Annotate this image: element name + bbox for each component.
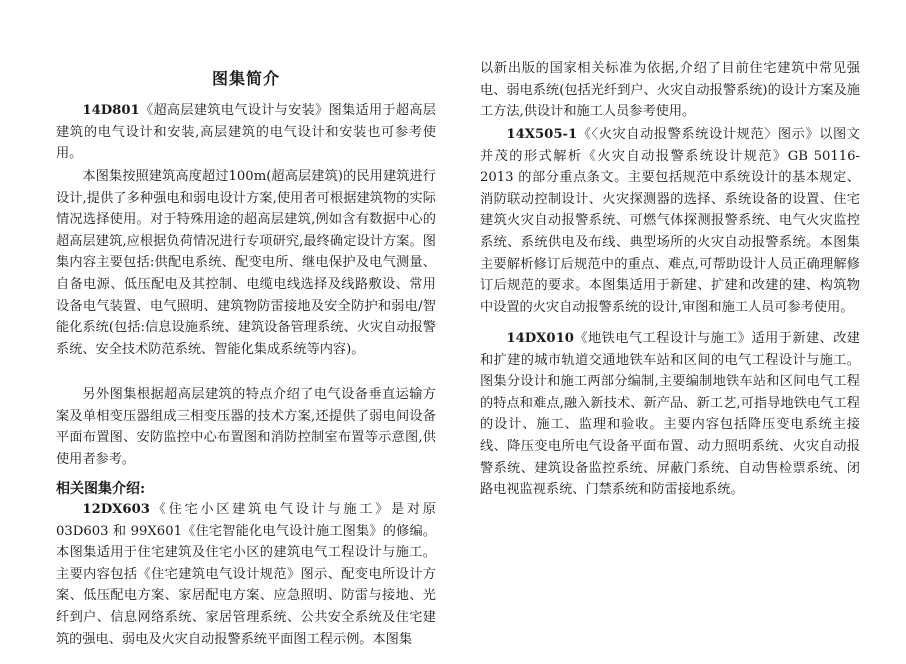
page-title: 图集简介 [211, 69, 280, 88]
paragraph-14x505 [480, 124, 860, 318]
code-14x505: 14X505-1 [506, 127, 578, 142]
paragraph-12dx603-cont: 以新出版的国家相关标准为依据,介绍了目前住宅建筑中常见强电、弱电系统(包括光纤到户、火灾自动报警系统)的设计方案及施工方法,供设计和施工人员参考使用。 [480, 61, 860, 120]
code-14dx010: 14DX010 [506, 331, 574, 346]
paragraph-12dx603 [56, 499, 436, 650]
text-14x505: 《〈火灾自动报警系统设计规范〉图示》以图文并茂的形式解析《火灾自动报警系统设计规范》GB 50116-2013 的部分重点条文。主要包括规范中系统设计的基本规定、消防联动控制设计、火灾探测器的选择、系统设备的设置、住宅建筑火灾自动报警系统、可燃气体探测报警系统、电气火灾监控系统、系统供电及布线、典型场所的火灾自动报警系统。本图集主要解析修订后规范中的重点、难点,可帮助设计人员正确理解修订后规范的要求。本图集适用于新建、扩建和改建的建、构筑物中设置的火灾自动报警系统的设计,审图和施工人员可参考使用。 [480, 127, 860, 315]
code-12dx603: 12DX603 [82, 502, 150, 517]
text-14dx010: 《地铁电气工程设计与施工》适用于新建、改建和扩建的城市轨道交通地铁车站和区间的电气工程设计与施工。图集分设计和施工两部分编制,主要编制地铁车站和区间电气工程的特点和难点,融入新技术、新产品、新工艺,可指导地铁电气工程的设计、施工、监理和验收。主要内容包括降压变电系统主接线、降压变电所电气设备平面布置、动力照明系统、火灾自动报警系统、建筑设备监控系统、屏蔽门系统、自动售检票系统、闭路电视监视系统、门禁系统和防雷接地系统。 [480, 331, 860, 498]
paragraph-14d801 [56, 100, 436, 165]
paragraph-supplement: 另外图集根据超高层建筑的特点介绍了电气设备垂直运输方案及单相变压器组成三相变压器的技术方案,还提供了弱电间设备平面布置图、安防监控中心布置图和消防控制室布置等示意图,供使用者参考。 [56, 387, 436, 467]
related-section-heading: 相关图集介绍: [56, 481, 146, 497]
paragraph-14dx010 [480, 328, 860, 501]
paragraph-scope: 本图集按照建筑高度超过100m(超高层建筑)的民用建筑进行设计,提供了多种强电和弱电设计方案,使用者可根据建筑物的实际情况选择使用。对于特殊用途的超高层建筑,例如含有数据中心的超高层建筑,应根据负荷情况进行专项研究,最终确定设计方案。图集内容主要包括:供配电系统、配变电所、继电保护及电气测量、自备电源、低压配电及其控制、电缆电线选择及线路敷设、常用设备电气装置、电气照明、建筑物防雷接地及安全防护和弱电/智能化系统(包括:信息设施系统、建筑设备管理系统、火灾自动报警系统、安全技术防范系统、智能化集成系统等内容)。 [56, 169, 436, 357]
text-14d801: 《超高层建筑电气设计与安装》图集适用于超高层建筑的电气设计和安装,高层建筑的电气设计和安装也可参考使用。 [56, 103, 436, 162]
code-14d801: 14D801 [82, 103, 140, 118]
text-12dx603: 《住宅小区建筑电气设计与施工》是对原 03D603 和 99X601《住宅智能化电气设计施工图集》的修编。本图集适用于住宅建筑及住宅小区的建筑电气工程设计与施工。主要内容包括《住宅建筑电气设计规范》图示、配变电所设计方案、低压配电方案、家居配电方案、应急照明、防雷与接地、光纤到户、信息网络系统、家居管理系统、公共安全系统及住宅建筑的强电、弱电及火灾自动报警系统平面图工程示例。本图集 [56, 502, 436, 647]
